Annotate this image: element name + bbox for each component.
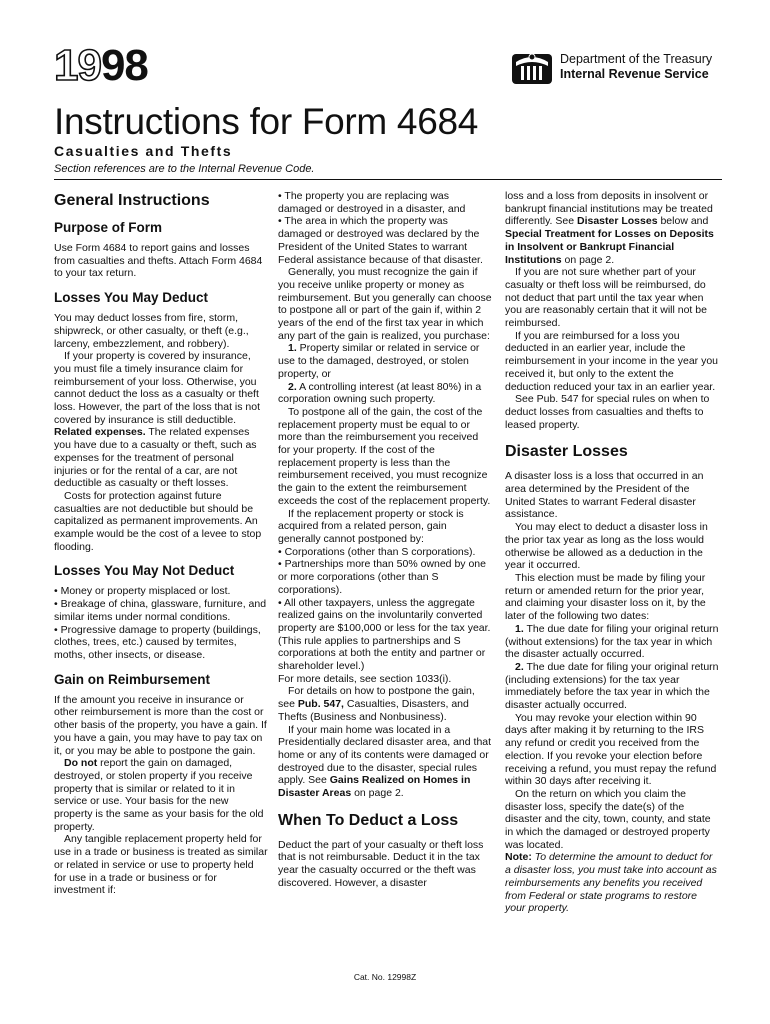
disaster-item-2-text: The due date for filing your original return (including extensions) for the tax year immediately before the tax year in which the disaster actually occurred. [505, 660, 719, 712]
column-2 [278, 190, 492, 890]
form-year [54, 41, 148, 90]
page-subtitle: Casualties and Thefts [54, 143, 233, 159]
disaster-list-item-2 [505, 661, 719, 712]
year-outline-digits: 19 [54, 41, 101, 90]
paragraph-to-postpone: To postpone all of the gain, the cost of the replacement property must be equal to or more than the reimbursement you received for your property. If the cost of the replacement property is less than the reimbursement received, you must recognize the gain to the extent the reimbursement exceeds the cost of the replacement property. [278, 405, 491, 507]
paragraph-losses-1: You may deduct losses from fire, storm, shipwreck, or other casualty, or theft (e.g., larceny, embezzlement, and robbery). [54, 312, 249, 350]
related-expenses-text: The related expenses you have due to a casualty or theft, such as expenses for the treatment of personal injuries or for the rental of a car, are not deductible as casualty or theft losses. [54, 426, 257, 490]
list-item-2-number: 2. [288, 380, 297, 393]
paragraph-not-sure: If you are not sure whether part of your casualty or theft loss will be reimbursed, do not deduct that part until the tax year when you are reasonably certain that it will not be reimbursed. [505, 266, 707, 330]
disaster-item-1-text: The due date for filing your original return (without extensions) for the tax year in which the disaster actually occurred. [505, 622, 719, 661]
paragraph-revoke: You may revoke your election within 90 days after making it by returning to the IRS any refund or credit you received from the election. If you revoke your election before receiving a refund, you must repay the refund within 30 days after receiving it. [505, 711, 717, 788]
cont-pre: loss and a loss from deposits in insolvent or bankrupt financial institutions may be treated differently. See [505, 190, 713, 228]
paragraph-elect: You may elect to deduct a disaster loss in the prior tax year as long as the loss would otherwise be allowed as a deduction in the year it occurred. [505, 521, 708, 572]
bullet-progressive-damage: • Progressive damage to property (buildings, clothes, trees, etc.) caused by termites, moths, other insects, or disease. [54, 623, 261, 661]
agency-department: Department of the Treasury [560, 52, 713, 66]
bullet-corporations: • Corporations (other than S corporations). [278, 545, 476, 558]
home-ref: Gains Realized on Homes in Disaster Areas [278, 774, 471, 800]
paragraph-on-return: On the return on which you claim the disaster loss, specify the date(s) of the disaster and the city, town, county, and state in which the damaged or destroyed property was located. [505, 787, 711, 851]
cont-ref-2: Special Treatment for Losses on Deposits in Insolvent or Bankrupt Financial Institutions [505, 228, 714, 266]
bullet-area-declared: • The area in which the property was damaged or destroyed was declared by the President of the United States to warrant Federal assistance because of that disaster. [278, 215, 483, 266]
note-label: Note: [505, 851, 532, 864]
list-item-2-text: A controlling interest (at least 80%) in a corporation owning such property. [278, 380, 482, 406]
paragraph-losses-2: If your property is covered by insurance, you must file a timely insurance claim for reimbursement of your loss. Otherwise, you cannot deduct the loss as a casualty or theft loss. However, the part of the loss that is not covered by insurance is still deductible. [54, 350, 261, 426]
do-not-label: Do not [64, 757, 98, 770]
note-text: To determine the amount to deduct for a disaster loss, you must take into account as reimbursements any benefits you received from Federal or state programs to restore your property. [505, 851, 717, 915]
paragraph-reimbursed: If you are reimbursed for a loss you deducted in an earlier year, include the reimbursement in your income in the year you received it, but only to the extent the deduction reduced your tax in an earlier year. [505, 329, 719, 393]
disaster-item-2-number: 2. [515, 660, 524, 673]
paragraph-main-home [278, 724, 492, 800]
paragraph-see-pub: See Pub. 547 for special rules on when to deduct losses from casualties and thefts to leased property. [505, 393, 710, 431]
heading-losses-not-deduct: Losses You May Not Deduct [54, 563, 235, 579]
paragraph-costs: Costs for protection against future casualties are not deductible but should be capitalized as permanent improvements. An example would be the cost of a levee to stop flooding. [54, 489, 262, 553]
irs-eagle-icon [510, 48, 554, 88]
paragraph-related-expenses [54, 426, 268, 490]
heading-purpose-of-form: Purpose of Form [54, 220, 163, 235]
list-item-2 [278, 381, 492, 406]
paragraph-do-not [54, 757, 268, 833]
paragraph-purpose: Use Form 4684 to report gains and losses from casualties and thefts. Attach Form 4684 to your tax return. [54, 242, 263, 280]
agency-irs: Internal Revenue Service [560, 67, 709, 81]
details-pub-ref: Pub. 547, [297, 698, 344, 711]
agency-block [510, 48, 712, 88]
heading-general-instructions: General Instructions [54, 192, 210, 209]
paragraph-details-pub [278, 685, 492, 723]
header-divider [54, 179, 722, 180]
list-item-1 [278, 342, 492, 380]
year-solid-digits: 98 [100, 41, 148, 90]
details-post: Casualties, Disasters, and Thefts (Business and Nonbusiness). [278, 698, 469, 723]
heading-gain-on-reimbursement: Gain on Reimbursement [54, 671, 211, 687]
paragraph-note [505, 851, 719, 915]
cont-mid: below and [657, 215, 709, 228]
disaster-item-1-number: 1. [515, 622, 524, 635]
paragraph-when: Deduct the part of your casualty or theft loss that is not reimbursable. Deduct it in the tax year the casualty occurred or the theft was discovered. However, a disaster [278, 838, 484, 889]
page-title: Instructions for Form 4684 [54, 101, 479, 142]
home-pre: If your main home was located in a Presidentially declared disaster area, and that home or any of its contents were damaged or destroyed due to the disaster, special rules apply. See [278, 723, 492, 787]
paragraph-continued [505, 190, 719, 266]
paragraph-tangible: Any tangible replacement property held for use in a trade or business is treated as similar or related in service or use to property held for use in a trade or business or for investment if: [54, 833, 268, 897]
column-1 [54, 190, 268, 897]
home-post: on page 2. [351, 787, 404, 800]
related-expenses-label: Related expenses. [54, 426, 146, 439]
bullet-all-other: • All other taxpayers, unless the aggregate realized gains on the involuntarily converted property are $100,000 or less for the tax year. (This rule applies to partnerships and S corporations at both the entity and partner or shareholder level.) [278, 596, 491, 673]
column-3 [505, 190, 719, 915]
bullet-partnerships: • Partnerships more than 50% owned by one or more corporations (other than S corporations). [278, 558, 486, 596]
heading-disaster-losses: Disaster Losses [505, 443, 628, 461]
section-reference-note: Section references are to the Internal Revenue Code. [54, 163, 315, 175]
disaster-list-item-1 [505, 623, 719, 661]
paragraph-disaster: A disaster loss is a loss that occurred in an area determined by the President of the United States to warrant Federal disaster assistance. [505, 470, 704, 521]
details-pre: For details on how to postpone the gain, see [278, 685, 475, 711]
bullet-breakage: • Breakage of china, glassware, furniture, and similar items under normal conditions. [54, 598, 267, 623]
paragraph-gain-1: If the amount you receive in insurance or other reimbursement is more than the cost or other basis of the property, you have a gain. If you have a gain, you may have to pay tax on it, or you may be able to postpone the gain. [54, 693, 267, 757]
cont-ref-1: Disaster Losses [577, 215, 658, 228]
heading-losses-you-may-deduct: Losses You May Deduct [54, 290, 209, 306]
list-item-1-number: 1. [288, 342, 297, 355]
bullet-money-lost: • Money or property misplaced or lost. [54, 585, 231, 598]
catalog-number: Cat. No. 12998Z [353, 972, 417, 982]
paragraph-related-person: If the replacement property or stock is acquired from a related person, gain generally cannot postponed by: [278, 507, 464, 545]
paragraph-election: This election must be made by filing your return or amended return for the prior year, and claiming your disaster loss on it, by the later of the following two dates: [505, 571, 706, 623]
heading-when-to-deduct: When To Deduct a Loss [278, 811, 459, 829]
cont-post: on page 2. [561, 253, 615, 266]
list-item-1-text: Property similar or related in service or use to the damaged, destroyed, or stolen property, or [278, 342, 480, 380]
paragraph-more-details: For more details, see section 1033(i). [278, 672, 452, 685]
paragraph-generally: Generally, you must recognize the gain if you receive unlike property or money as reimbursement. But you generally can choose to postpone all or part of the gain if, within 2 years of the end of the first tax year in which any part of the gain is realized, you purchase: [278, 266, 492, 342]
do-not-text: report the gain on damaged, destroyed, or stolen property if you receive property that is similar or related to it in service or use. Your basis for the new property is the same as your basis for the old property. [54, 757, 264, 833]
bullet-replacing: • The property you are replacing was damaged or destroyed in a disaster, and [278, 190, 466, 215]
